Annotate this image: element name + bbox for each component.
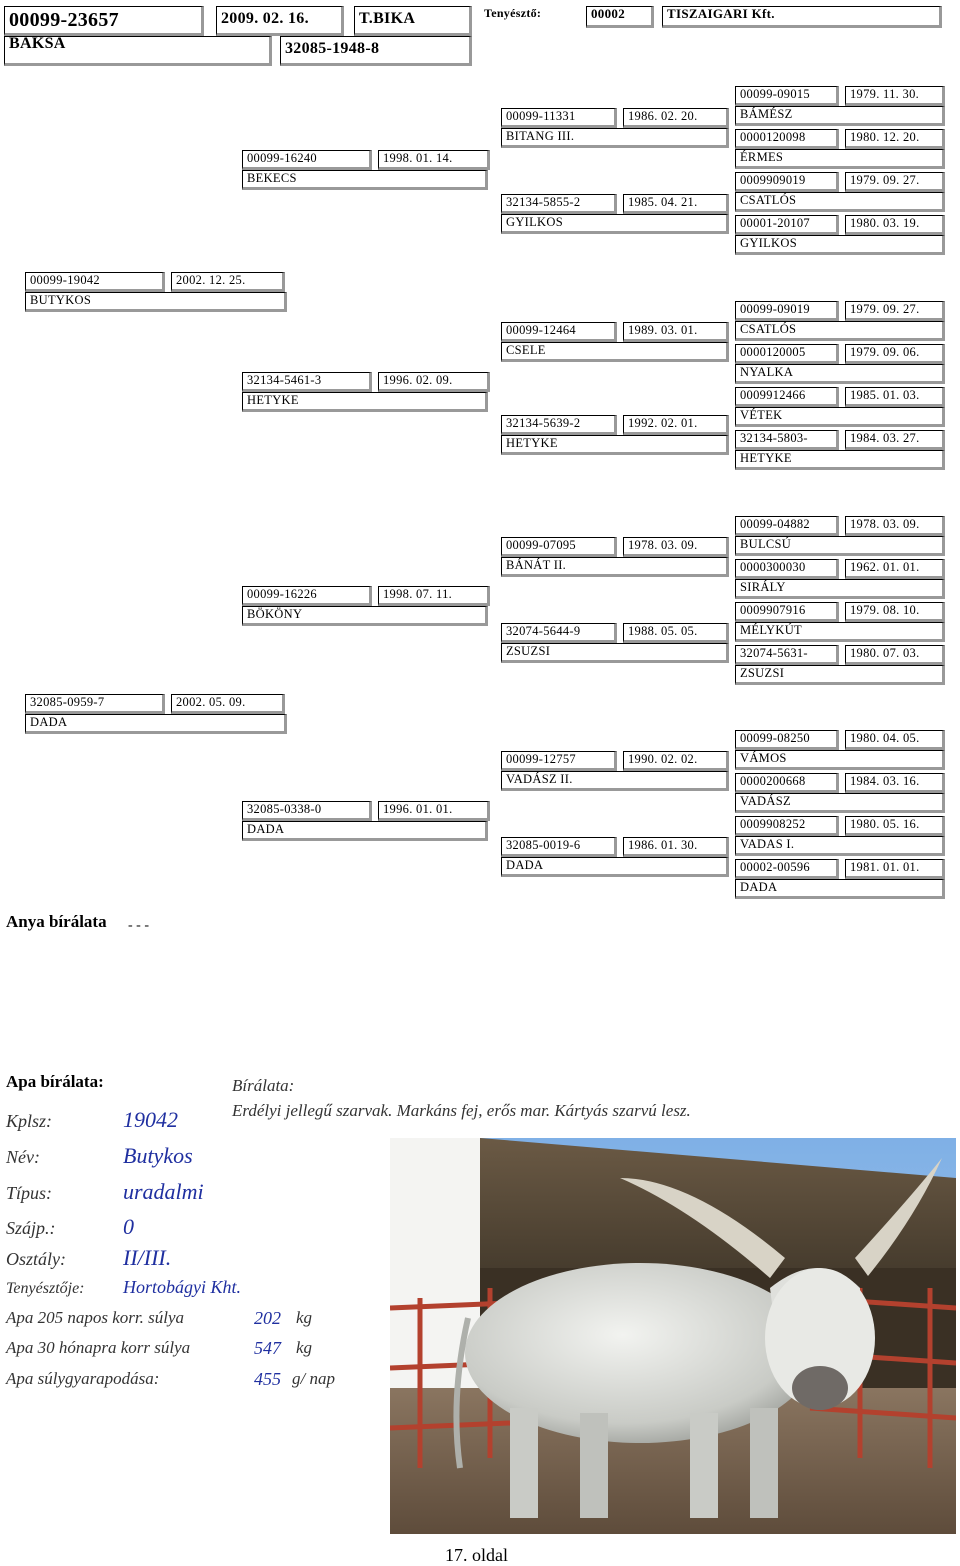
weight-label-205: Apa 205 napos korr. súlya: [6, 1308, 185, 1327]
field-value-osztaly: II/III.: [123, 1245, 172, 1270]
g3-name: BÁNÁT II.: [501, 557, 729, 577]
g3-name: GYILKOS: [501, 214, 729, 234]
g1-name: DADA: [25, 714, 287, 734]
weight-unit-30: kg: [296, 1338, 313, 1357]
g3-name: BITANG III.: [501, 128, 729, 148]
field-value-szajp: 0: [123, 1214, 134, 1239]
field-label-osztaly: Osztály:: [6, 1249, 66, 1269]
g4-name: SIRÁLY: [735, 579, 945, 599]
g4-id: 0009909019: [735, 172, 839, 192]
g4-id: 32134-5803-: [735, 430, 839, 450]
g3-date: 1986. 02. 20.: [623, 108, 729, 128]
g4-date: 1979. 08. 10.: [845, 602, 945, 622]
field-value-tenyeszto: Hortobágyi Kht.: [123, 1277, 242, 1297]
g4-name: ÉRMES: [735, 149, 945, 169]
breeder-name: TISZAIGARI Kft.: [662, 6, 942, 28]
g4-date: 1984. 03. 16.: [845, 773, 945, 793]
g4-date: 1980. 03. 19.: [845, 215, 945, 235]
g3-date: 1992. 02. 01.: [623, 415, 729, 435]
g2-name: DADA: [242, 821, 488, 841]
g4-name: BULCSÚ: [735, 536, 945, 556]
g4-id: 00002-00596: [735, 859, 839, 879]
g4-id: 32074-5631-: [735, 645, 839, 665]
g4-name: BÁMÉSZ: [735, 106, 945, 126]
g4-name: NYALKA: [735, 364, 945, 384]
g1-id: 00099-19042: [25, 272, 165, 292]
g4-date: 1980. 07. 03.: [845, 645, 945, 665]
g3-id: 00099-12464: [501, 322, 617, 342]
g2-name: BÖKÖNY: [242, 606, 488, 626]
review-text: Erdélyi jellegű szarvak. Markáns fej, erős mar. Kártyás szarvú lesz.: [232, 1101, 691, 1120]
g4-id: 00001-20107: [735, 215, 839, 235]
g2-id: 32134-5461-3: [242, 372, 372, 392]
g3-date: 1985. 04. 21.: [623, 194, 729, 214]
g3-date: 1986. 01. 30.: [623, 837, 729, 857]
page-number: 17. oldal: [445, 1545, 508, 1565]
g4-id: 0000120098: [735, 129, 839, 149]
g3-name: VADÁSZ II.: [501, 771, 729, 791]
g4-name: DADA: [735, 879, 945, 899]
g4-name: VÉTEK: [735, 407, 945, 427]
g4-id: 00099-09015: [735, 86, 839, 106]
g4-id: 00099-09019: [735, 301, 839, 321]
g4-date: 1979. 11. 30.: [845, 86, 945, 106]
g4-name: VADAS I.: [735, 836, 945, 856]
weight-value-gain: 455: [254, 1369, 281, 1389]
g4-name: MÉLYKÚT: [735, 622, 945, 642]
g4-id: 0009912466: [735, 387, 839, 407]
g3-date: 1988. 05. 05.: [623, 623, 729, 643]
g1-date: 2002. 05. 09.: [171, 694, 285, 714]
weight-unit-gain: g/ nap: [292, 1369, 335, 1388]
g4-date: 1980. 05. 16.: [845, 816, 945, 836]
field-label-kplsz: Kplsz:: [6, 1111, 53, 1131]
g4-date: 1979. 09. 27.: [845, 301, 945, 321]
g4-name: CSATLÓS: [735, 192, 945, 212]
header-date: 2009. 02. 16.: [216, 6, 344, 36]
weight-value-205: 202: [254, 1308, 281, 1328]
header-reg: 32085-1948-8: [280, 36, 472, 66]
g2-name: BEKECS: [242, 170, 488, 190]
g2-date: 1998. 01. 14.: [378, 150, 490, 170]
field-label-tipus: Típus:: [6, 1183, 53, 1203]
header-id: 00099-23657: [4, 6, 204, 36]
g4-date: 1979. 09. 06.: [845, 344, 945, 364]
g3-id: 32134-5855-2: [501, 194, 617, 214]
g2-date: 1996. 02. 09.: [378, 372, 490, 392]
breeder-code: 00002: [586, 6, 654, 28]
g2-id: 00099-16240: [242, 150, 372, 170]
g4-date: 1981. 01. 01.: [845, 859, 945, 879]
g4-id: 00099-08250: [735, 730, 839, 750]
field-label-tenyeszto: Tenyésztője:: [6, 1280, 85, 1297]
g4-date: 1984. 03. 27.: [845, 430, 945, 450]
field-value-nev: Butykos: [123, 1143, 193, 1168]
g1-id: 32085-0959-7: [25, 694, 165, 714]
weight-unit-205: kg: [296, 1308, 313, 1327]
g4-id: 0000300030: [735, 559, 839, 579]
g3-date: 1990. 02. 02.: [623, 751, 729, 771]
g3-id: 00099-12757: [501, 751, 617, 771]
mother-review-value: - - -: [128, 918, 149, 933]
bull-photo: [390, 1138, 956, 1534]
weight-value-30: 547: [254, 1338, 281, 1358]
g3-id: 32085-0019-6: [501, 837, 617, 857]
g4-name: HETYKE: [735, 450, 945, 470]
g4-date: 1962. 01. 01.: [845, 559, 945, 579]
g3-name: CSELE: [501, 342, 729, 362]
g3-date: 1978. 03. 09.: [623, 537, 729, 557]
g1-name: BUTYKOS: [25, 292, 287, 312]
g4-id: 0009907916: [735, 602, 839, 622]
header-name: BAKSA: [4, 36, 272, 66]
g4-id: 00099-04882: [735, 516, 839, 536]
header-type: T.BIKA: [354, 6, 472, 36]
g2-id: 32085-0338-0: [242, 801, 372, 821]
field-value-tipus: uradalmi: [123, 1179, 204, 1204]
g3-name: ZSUZSI: [501, 643, 729, 663]
g2-date: 1996. 01. 01.: [378, 801, 490, 821]
g3-id: 32074-5644-9: [501, 623, 617, 643]
g4-name: ZSUZSI: [735, 665, 945, 685]
field-label-szajp: Szájp.:: [6, 1218, 56, 1238]
g4-date: 1980. 04. 05.: [845, 730, 945, 750]
weight-label-30: Apa 30 hónapra korr súlya: [6, 1338, 191, 1357]
g2-date: 1998. 07. 11.: [378, 586, 490, 606]
g3-date: 1989. 03. 01.: [623, 322, 729, 342]
breeder-label: Tenyésztő:: [484, 6, 542, 20]
g4-id: 0009908252: [735, 816, 839, 836]
g3-name: DADA: [501, 857, 729, 877]
g4-date: 1985. 01. 03.: [845, 387, 945, 407]
weight-label-gain: Apa súlygyarapodása:: [6, 1369, 160, 1388]
father-review-title: Apa bírálata:: [6, 1072, 104, 1091]
g4-id: 0000200668: [735, 773, 839, 793]
review-label: Bírálata:: [232, 1076, 295, 1095]
g4-name: GYILKOS: [735, 235, 945, 255]
g4-name: VADÁSZ: [735, 793, 945, 813]
field-value-kplsz: 19042: [123, 1107, 178, 1132]
g4-id: 0000120005: [735, 344, 839, 364]
g3-id: 00099-07095: [501, 537, 617, 557]
g3-id: 00099-11331: [501, 108, 617, 128]
g4-date: 1980. 12. 20.: [845, 129, 945, 149]
g3-id: 32134-5639-2: [501, 415, 617, 435]
g1-date: 2002. 12. 25.: [171, 272, 285, 292]
field-label-nev: Név:: [6, 1147, 40, 1167]
g2-name: HETYKE: [242, 392, 488, 412]
mother-review-title: Anya bírálata: [6, 912, 107, 931]
g4-date: 1978. 03. 09.: [845, 516, 945, 536]
g4-name: CSATLÓS: [735, 321, 945, 341]
g2-id: 00099-16226: [242, 586, 372, 606]
g4-date: 1979. 09. 27.: [845, 172, 945, 192]
g4-name: VÁMOS: [735, 750, 945, 770]
g3-name: HETYKE: [501, 435, 729, 455]
